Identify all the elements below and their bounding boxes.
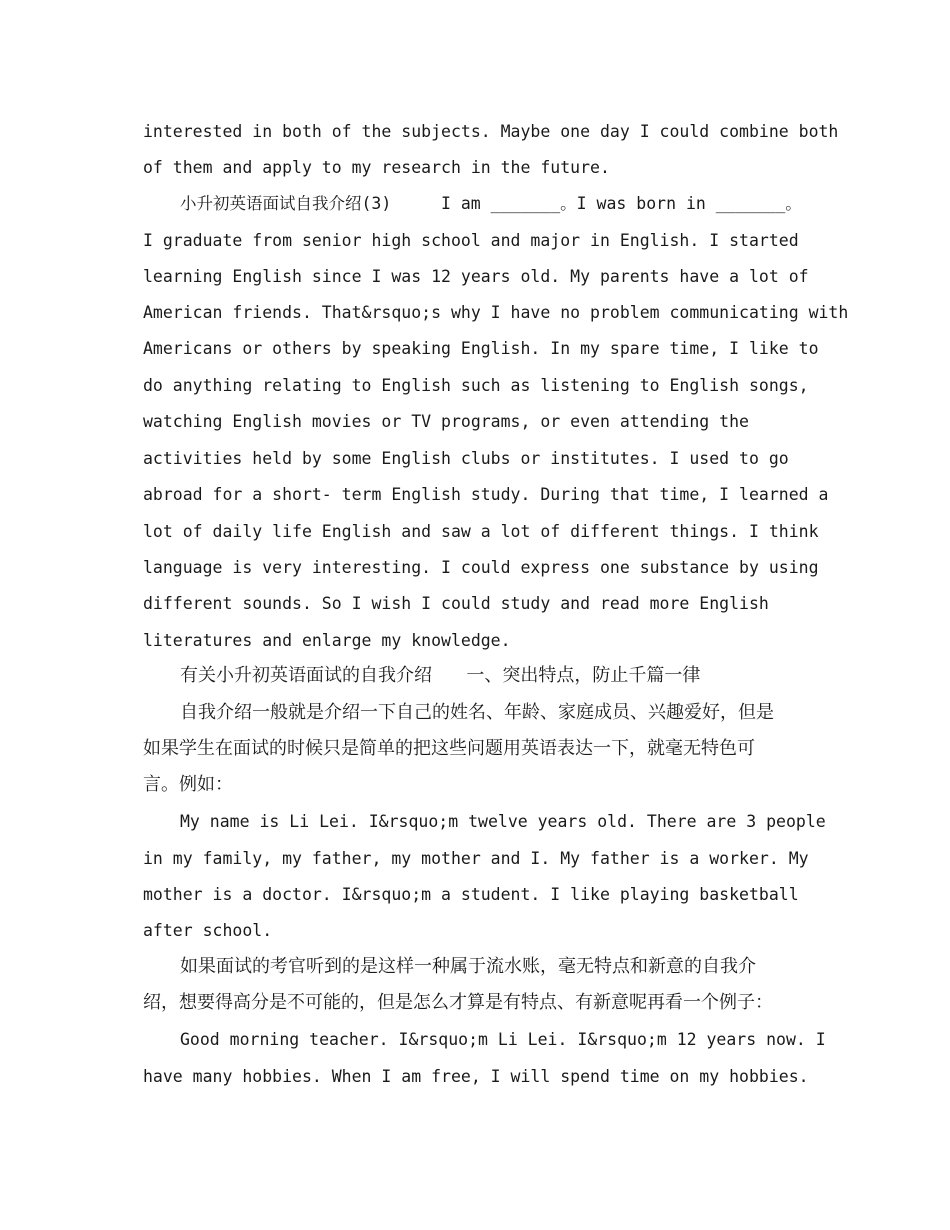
text-line: American friends. That&rsquo;s why I have no problem communicating with <box>143 303 849 322</box>
text-line: Good morning teacher. I&rsquo;m Li Lei. I&rsquo;m 12 years now. I <box>180 1030 826 1049</box>
text-line: I graduate from senior high school and major in English. I started <box>143 231 799 250</box>
text-line: in my family, my father, my mother and I. My father is a worker. My <box>143 849 809 868</box>
text-line: lot of daily life English and saw a lot of different things. I think <box>143 522 819 541</box>
text-line: literatures and enlarge my knowledge. <box>143 631 511 650</box>
text-line: different sounds. So I wish I could study and read more English <box>143 594 769 613</box>
text-line: abroad for a short- term English study. During that time, I learned a <box>143 485 829 504</box>
text-line: language is very interesting. I could express one substance by using <box>143 558 819 577</box>
text-line: 自我介绍一般就是介绍一下自己的姓名、年龄、家庭成员、兴趣爱好，但是 <box>180 702 774 723</box>
section-heading-line: 小升初英语面试自我介绍(3) I am _______。I was born in _______。 <box>180 194 802 213</box>
text-line: learning English since I was 12 years old. My parents have a lot of <box>143 267 809 286</box>
text-line: watching English movies or TV programs, or even attending the <box>143 412 749 431</box>
text-line: have many hobbies. When I am free, I will spend time on my hobbies. <box>143 1067 809 1086</box>
text-line: mother is a doctor. I&rsquo;m a student. I like playing basketball <box>143 885 799 904</box>
text-line: 如果学生在面试的时候只是简单的把这些问题用英语表达一下，就毫无特色可 <box>143 738 755 759</box>
text-line: after school. <box>143 921 273 940</box>
text-line: activities held by some English clubs or institutes. I used to go <box>143 449 789 468</box>
text-line: Americans or others by speaking English. In my spare time, I like to <box>143 339 819 358</box>
text-line: 如果面试的考官听到的是这样一种属于流水账，毫无特点和新意的自我介 <box>180 956 756 977</box>
text-line: do anything relating to English such as listening to English songs, <box>143 376 809 395</box>
text-line: 言。例如： <box>143 774 233 795</box>
section-heading-line: 有关小升初英语面试的自我介绍 一、突出特点，防止千篇一律 <box>180 665 701 686</box>
text-line: My name is Li Lei. I&rsquo;m twelve years old. There are 3 people <box>180 812 826 831</box>
text-line: 绍，想要得高分是不可能的，但是怎么才算是有特点、有新意呢再看一个例子： <box>143 992 773 1013</box>
text-line: of them and apply to my research in the future. <box>143 158 610 177</box>
text-line: interested in both of the subjects. Maybe one day I could combine both <box>143 122 839 141</box>
